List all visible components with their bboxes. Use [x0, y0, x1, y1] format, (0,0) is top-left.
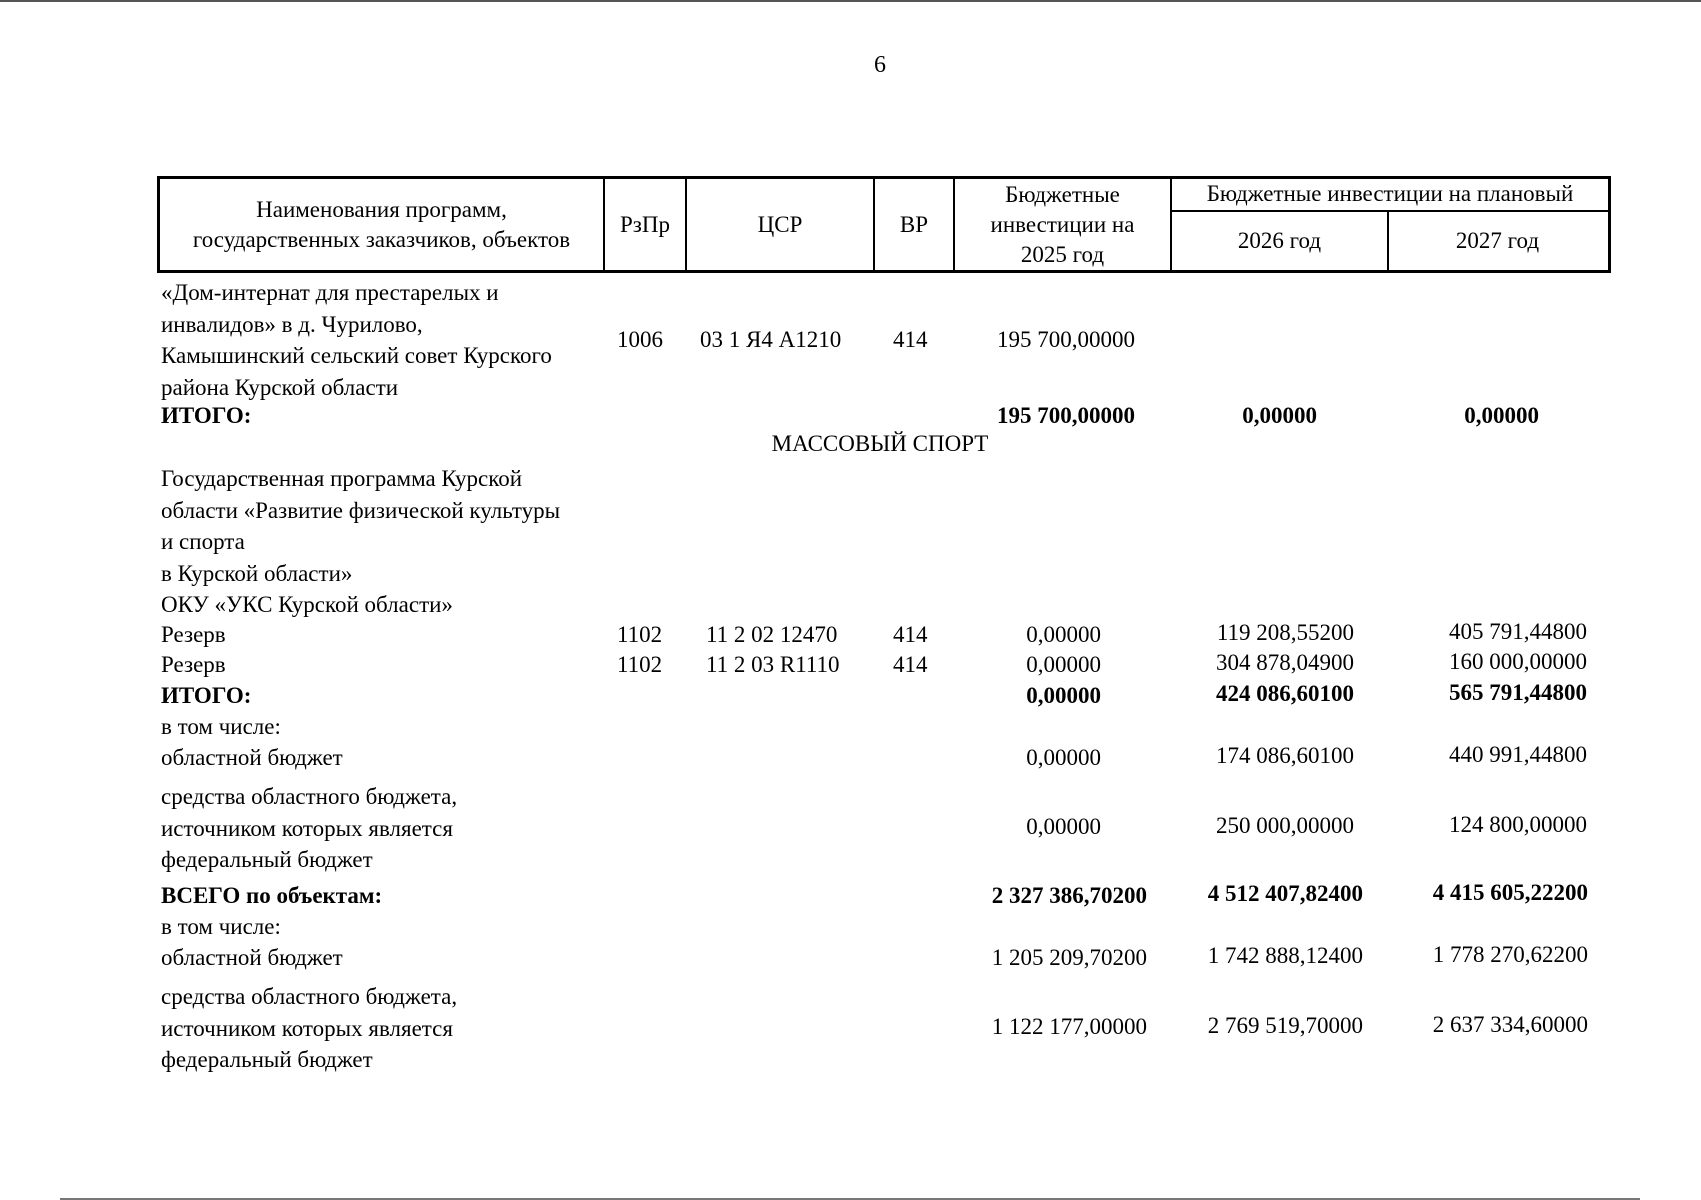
- row-value-2026: 424 086,60100: [1216, 681, 1354, 706]
- row-name: Резерв: [161, 622, 226, 647]
- row-vr: 414: [893, 327, 928, 352]
- row-name: в том числе:: [161, 714, 281, 739]
- row-value-2027: 0,00000: [1464, 403, 1539, 428]
- page-top-edge: [0, 0, 1701, 2]
- row-value-2025: 0,00000: [1026, 745, 1101, 770]
- row-name: ИТОГО:: [161, 403, 252, 428]
- row-value-2027: 2 637 334,60000: [1432, 1012, 1588, 1037]
- section-heading: МАССОВЫЙ СПОРТ: [771, 431, 989, 456]
- row-value-2026: 174 086,60100: [1216, 743, 1354, 768]
- header-name: Наименования программ, государственных заказчиков, объектов: [160, 179, 605, 270]
- row-value-2026: 2 769 519,70000: [1207, 1013, 1363, 1038]
- header-planned: Бюджетные инвестиции на плановый: [1172, 179, 1608, 212]
- row-value-2025: 1 122 177,00000: [991, 1014, 1147, 1039]
- row-name: Резерв: [161, 652, 226, 677]
- row-value-2025: 1 205 209,70200: [991, 945, 1147, 970]
- row-value-2025: 0,00000: [1026, 652, 1101, 677]
- row-name: в том числе:: [161, 914, 281, 939]
- row-value-2027: 1 778 270,62200: [1432, 942, 1588, 967]
- row-csr: 03 1 Я4 А1210: [700, 327, 842, 352]
- row-csr: 11 2 02 12470: [706, 622, 838, 647]
- row-value-2025: 0,00000: [1026, 814, 1101, 839]
- row-value-2025: 2 327 386,70200: [991, 883, 1147, 908]
- header-rzpr: РзПр: [605, 179, 687, 270]
- row-value-2026: 0,00000: [1242, 403, 1317, 428]
- row-value-2027: 440 991,44800: [1449, 742, 1587, 767]
- row-value-2025: 0,00000: [1026, 622, 1101, 647]
- row-name: областной бюджет: [161, 745, 343, 770]
- page-number: 6: [874, 52, 886, 78]
- table-header: [157, 176, 1611, 273]
- row-value-2027: 124 800,00000: [1449, 812, 1587, 837]
- row-value-2025: 195 700,00000: [997, 403, 1135, 428]
- row-vr: 414: [893, 622, 928, 647]
- row-value-2027: 4 415 605,22200: [1432, 880, 1588, 905]
- row-rzpr: 1006: [617, 327, 663, 352]
- header-year-2026: 2026 год: [1172, 212, 1389, 270]
- row-rzpr: 1102: [617, 622, 663, 647]
- row-value-2026: 250 000,00000: [1216, 813, 1354, 838]
- row-value-2026: 1 742 888,12400: [1207, 943, 1363, 968]
- row-value-2026: 119 208,55200: [1216, 620, 1354, 645]
- row-name: ИТОГО:: [161, 683, 252, 708]
- header-budget-2025: Бюджетные инвестиции на 2025 год: [955, 179, 1172, 270]
- row-value-2026: 304 878,04900: [1216, 650, 1354, 675]
- row-value-2026: 4 512 407,82400: [1207, 881, 1363, 906]
- row-value-2027: 565 791,44800: [1449, 680, 1587, 705]
- row-name: ВСЕГО по объектам:: [161, 883, 383, 908]
- header-year-2027: 2027 год: [1455, 228, 1540, 253]
- header-csr: ЦСР: [687, 179, 875, 270]
- row-name: средства областного бюджета, источником которых является федеральный бюджет: [161, 984, 458, 1072]
- row-value-2027: 405 791,44800: [1449, 619, 1587, 644]
- row-value-2027: 160 000,00000: [1449, 649, 1587, 674]
- row-name: средства областного бюджета, источником которых является федеральный бюджет: [161, 784, 458, 872]
- header-vr: ВР: [875, 179, 955, 270]
- row-rzpr: 1102: [617, 652, 663, 677]
- row-name: областной бюджет: [161, 945, 343, 970]
- row-name: Государственная программа Курской области «Развитие физической культуры и спорта в Курской области» ОКУ «УКС Курской области»: [161, 466, 561, 617]
- row-vr: 414: [893, 652, 928, 677]
- row-csr: 11 2 03 R1110: [706, 652, 840, 677]
- row-name: «Дом-интернат для престарелых и инвалидов» в д. Чурилово, Камышинский сельский совет Курского района Курской области: [161, 280, 552, 400]
- row-value-2025: 195 700,00000: [997, 327, 1135, 352]
- row-value-2025: 0,00000: [1026, 683, 1101, 708]
